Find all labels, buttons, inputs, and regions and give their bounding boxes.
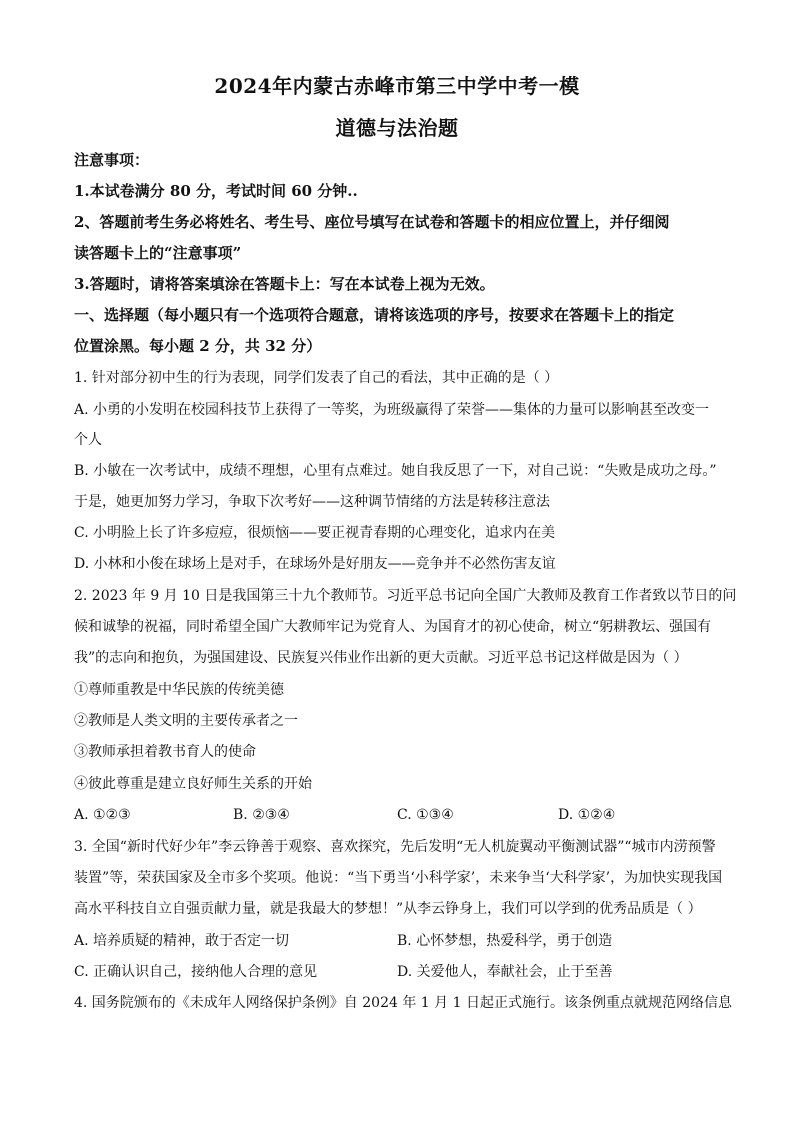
- question-3-stem: 3. 全国“新时代好少年”李云铮善于观察、喜欢探究，先后发明“无人机旋翼动平衡测试器”“城市内涝预警: [74, 839, 716, 855]
- section-heading: 一、选择题（每小题只有一个选项符合题意，请将该选项的序号，按要求在答题卡上的指定: [74, 306, 675, 324]
- question-2-statement-2: ②教师是人类文明的主要传承者之一: [74, 713, 298, 729]
- question-1-option-a-cont: 个人: [74, 432, 102, 448]
- page-subtitle: 道德与法治题: [335, 116, 459, 140]
- question-2-stem-cont-2: 我”的志向和抱负，为强国建设、民族复兴伟业作出新的更大贡献。习近平总书记这样做是因为（ ）: [74, 650, 688, 666]
- page-title: 2024年内蒙古赤峰市第三中学中考一模: [214, 74, 580, 98]
- question-2-stem: 2. 2023 年 9 月 10 日是我国第三十九个教师节。习近平总书记向全国广大教师及教育工作者致以节日的问: [74, 588, 737, 604]
- question-2-statement-4: ④彼此尊重是建立良好师生关系的开始: [74, 776, 312, 792]
- question-3-stem-cont-1: 装置”等，荣获国家及全市多个奖项。他说：“当下勇当‘小科学家’，未来争当‘大科学家’，为加快实现我国: [74, 870, 723, 886]
- question-3-option-d: D. 关爱他人，奉献社会，止于至善: [397, 964, 613, 980]
- question-1-option-d: D. 小林和小俊在球场上是对手，在球场外是好朋友——竞争并不必然伤害友谊: [74, 556, 556, 572]
- question-2-statement-3: ③教师承担着教书育人的使命: [74, 744, 256, 760]
- question-4-stem: 4. 国务院颁布的《未成年人网络保护条例》自 2024 年 1 月 1 日起正式施行。该条例重点就规范网络信息: [74, 995, 732, 1011]
- question-2-option-c: C. ①③④: [397, 807, 454, 823]
- question-2-option-d: D. ①②④: [558, 807, 616, 823]
- notice-item-2-cont: 读答题卡上的“注意事项”: [74, 244, 242, 262]
- question-3-option-c: C. 正确认识自己，接纳他人合理的意见: [74, 964, 318, 980]
- question-1-option-b: B. 小敏在一次考试中，成绩不理想，心里有点难过。她自我反思了一下，对自己说：“失败是成功之母。”: [74, 463, 717, 479]
- notice-heading: 注意事项：: [74, 151, 150, 169]
- question-2-option-a: A. ①②③: [74, 807, 131, 823]
- notice-item-1: 1.本试卷满分 80 分，考试时间 60 分钟..: [74, 182, 358, 200]
- question-1-stem: 1. 针对部分初中生的行为表现，同学们发表了自己的看法，其中正确的是（ ）: [74, 370, 559, 386]
- question-1-option-b-cont: 于是，她更加努力学习，争取下次考好——这种调节情绪的方法是转移注意法: [74, 494, 550, 510]
- question-1-option-a: A. 小勇的小发明在校园科技节上获得了一等奖，为班级赢得了荣誉——集体的力量可以影响甚至改变一: [74, 402, 710, 418]
- section-heading-cont: 位置涂黑。每小题 2 分，共 32 分）: [74, 337, 322, 355]
- question-3-option-a: A. 培养质疑的精神，敢于否定一切: [74, 933, 290, 949]
- question-2-option-b: B. ②③④: [233, 807, 290, 823]
- question-2-stem-cont-1: 候和诚挚的祝福，同时希望全国广大教师牢记为党育人、为国育才的初心使命，树立“躬耕教坛、强国有: [74, 619, 712, 635]
- question-3-stem-cont-2: 高水平科技自立自强贡献力量，就是我最大的梦想！”从李云铮身上，我们可以学到的优秀品质是（ ）: [74, 901, 702, 917]
- question-2-statement-1: ①尊师重教是中华民族的传统美德: [74, 682, 284, 698]
- question-1-option-c: C. 小明脸上长了许多痘痘，很烦恼——要正视青春期的心理变化，追求内在美: [74, 525, 556, 541]
- question-3-option-b: B. 心怀梦想，热爱科学，勇于创造: [397, 933, 613, 949]
- notice-item-3: 3.答题时，请将答案填涂在答题卡上：写在本试卷上视为无效。: [74, 275, 495, 293]
- notice-item-2: 2、答题前考生务必将姓名、考生号、座位号填写在试卷和答题卡的相应位置上，并仔细阅: [74, 213, 670, 231]
